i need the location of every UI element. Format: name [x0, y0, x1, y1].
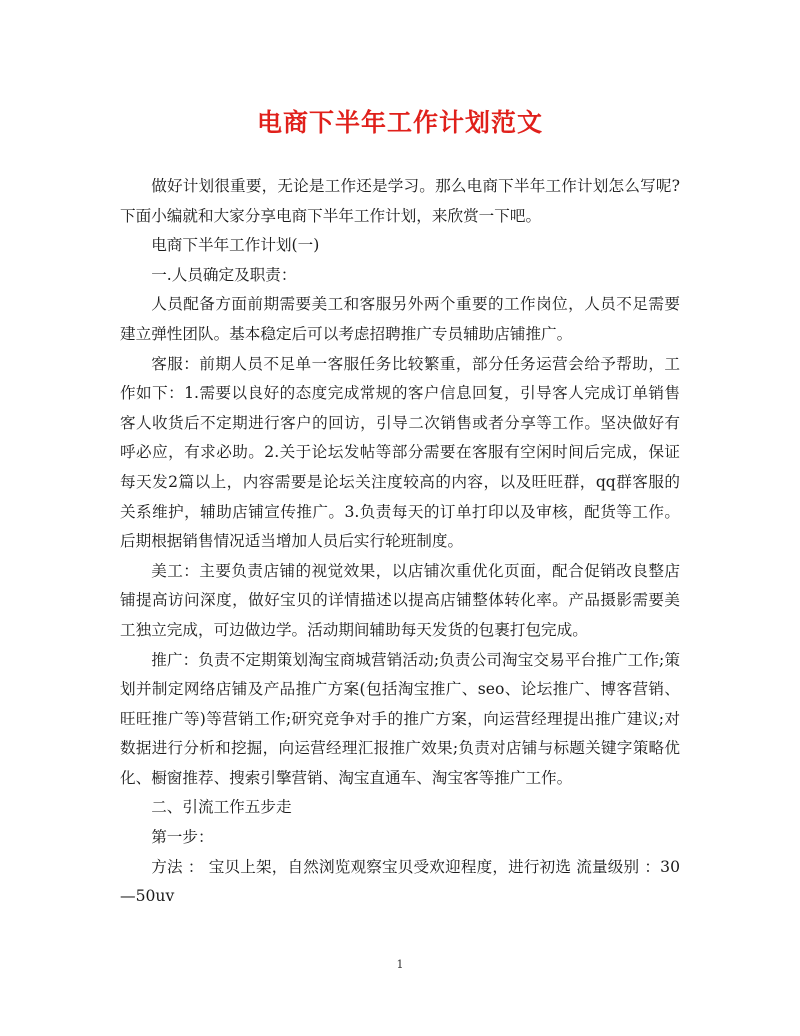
section-heading-traffic: 二、引流工作五步走	[151, 798, 292, 817]
paragraph-designer: 美工：主要负责店铺的视觉效果，以店铺次重优化页面，配合促销改良整店铺提高访问深度，做好宝贝的详情描述以提高店铺整体转化率。产品摄影需要美工独立完成，可边做边学。活动期间辅助每天发货的包裹打包完成。	[120, 561, 680, 639]
step-one-heading: 第一步：	[151, 828, 214, 847]
paragraph-intro: 做好计划很重要，无论是工作还是学习。那么电商下半年工作计划怎么写呢?下面小编就和大家分享电商下半年工作计划，来欣赏一下吧。	[120, 177, 680, 225]
section-heading-plan-one: 电商下半年工作计划(一)	[151, 236, 320, 255]
paragraph-customer-service: 客服：前期人员不足单一客服任务比较繁重，部分任务运营会给予帮助，工作如下：1.需要以良好的态度完成常规的客户信息回复，引导客人完成订单销售客人收货后不定期进行客户的回访，引导二次销售或者分享等工作。坚决做好有呼必应，有求必助。2.关于论坛发帖等部分需要在客服有空闲时间后完成，保证每天发2篇以上，内容需要是论坛关注度较高的内容，以及旺旺群，qq群客服的关系维护，辅助店铺宣传推广。3.负责每天的订单打印以及审核，配货等工作。后期根据销售情况适当增加人员后实行轮班制度。	[120, 354, 680, 551]
paragraph-step-one-method: 方法 ： 宝贝上架，自然浏览观察宝贝受欢迎程度，进行初选 流量级别 ：30—50uv	[120, 857, 680, 906]
document-body	[120, 172, 680, 912]
section-heading-staffing: 一.人员确定及职责：	[151, 265, 297, 284]
paragraph-staffing: 人员配备方面前期需要美工和客服另外两个重要的工作岗位，人员不足需要建立弹性团队。基本稳定后可以考虑招聘推广专员辅助店铺推广。	[120, 295, 680, 343]
document-title: 电商下半年工作计划范文	[256, 108, 543, 137]
page-number: 1	[396, 958, 404, 971]
paragraph-promotion: 推广：负责不定期策划淘宝商城营销活动;负责公司淘宝交易平台推广工作;策划并制定网络店铺及产品推广方案(包括淘宝推广、seo、论坛推广、博客营销、旺旺推广等)等营销工作;研究竞争对手的推广方案，向运营经理提出推广建议;对数据进行分析和挖掘，向运营经理汇报推广效果;负责对店铺与标题关键字策略优化、橱窗推荐、搜索引擎营销、淘宝直通车、淘宝客等推广工作。	[120, 650, 680, 787]
